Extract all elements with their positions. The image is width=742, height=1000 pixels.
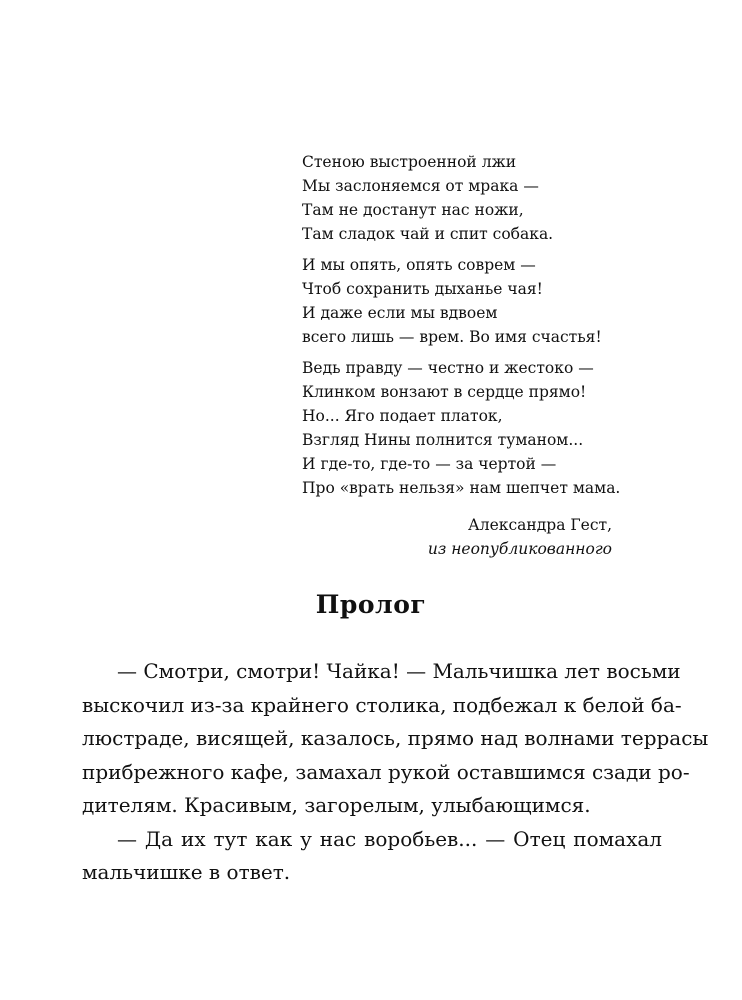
epigraph-stanza <box>302 150 622 246</box>
poem-line: Ведь правду — честно и жестоко — <box>302 359 594 377</box>
text-line: мальчишке в ответ. <box>82 860 291 884</box>
epigraph-stanza <box>302 253 622 349</box>
text-line: — Да их тут как у нас воробьев... — Отец помахал <box>117 826 662 851</box>
poem-line: Там сладок чай и спит собака. <box>302 225 554 243</box>
poem-line: Чтоб сохранить дыханье чая! <box>302 280 543 298</box>
poem-line: Стеною выстроенной лжи <box>302 153 517 171</box>
poem-line: Клинком вонзают в сердце прямо! <box>302 383 587 401</box>
text-line: прибрежного кафе, замахал рукой оставшимся сзади ро- <box>82 759 690 784</box>
text-line: выскочил из-за крайнего столика, подбежал к белой ба- <box>82 692 682 717</box>
chapter-title: Пролог <box>315 590 427 619</box>
poem-line: Про «врать нельзя» нам шепчет мама. <box>302 479 621 497</box>
epigraph-source: из неопубликованного <box>427 540 612 558</box>
epigraph-author: Александра Гест, <box>468 516 612 534</box>
epigraph <box>302 150 622 561</box>
poem-line: Мы заслоняемся от мрака — <box>302 177 539 195</box>
chapter-text <box>82 655 709 890</box>
text-line: люстраде, висящей, казалось, прямо над волнами террасы <box>82 726 709 750</box>
poem-line: Там не достанут нас ножи, <box>302 201 524 219</box>
poem-line: И где-то, где-то — за чертой — <box>302 455 557 473</box>
poem-line: Но... Яго подает платок, <box>302 407 503 425</box>
poem-line: всего лишь — врем. Во имя счастья! <box>302 328 602 346</box>
epigraph-stanza <box>302 356 622 500</box>
text-line: дителям. Красивым, загорелым, улыбающимся. <box>82 793 591 817</box>
poem-line: И мы опять, опять соврем — <box>302 256 536 274</box>
poem-line: И даже если мы вдвоем <box>302 304 498 322</box>
poem-line: Взгляд Нины полнится туманом... <box>302 431 584 449</box>
epigraph-attribution <box>302 513 612 561</box>
text-line: — Смотри, смотри! Чайка! — Мальчишка лет восьми <box>117 659 681 683</box>
